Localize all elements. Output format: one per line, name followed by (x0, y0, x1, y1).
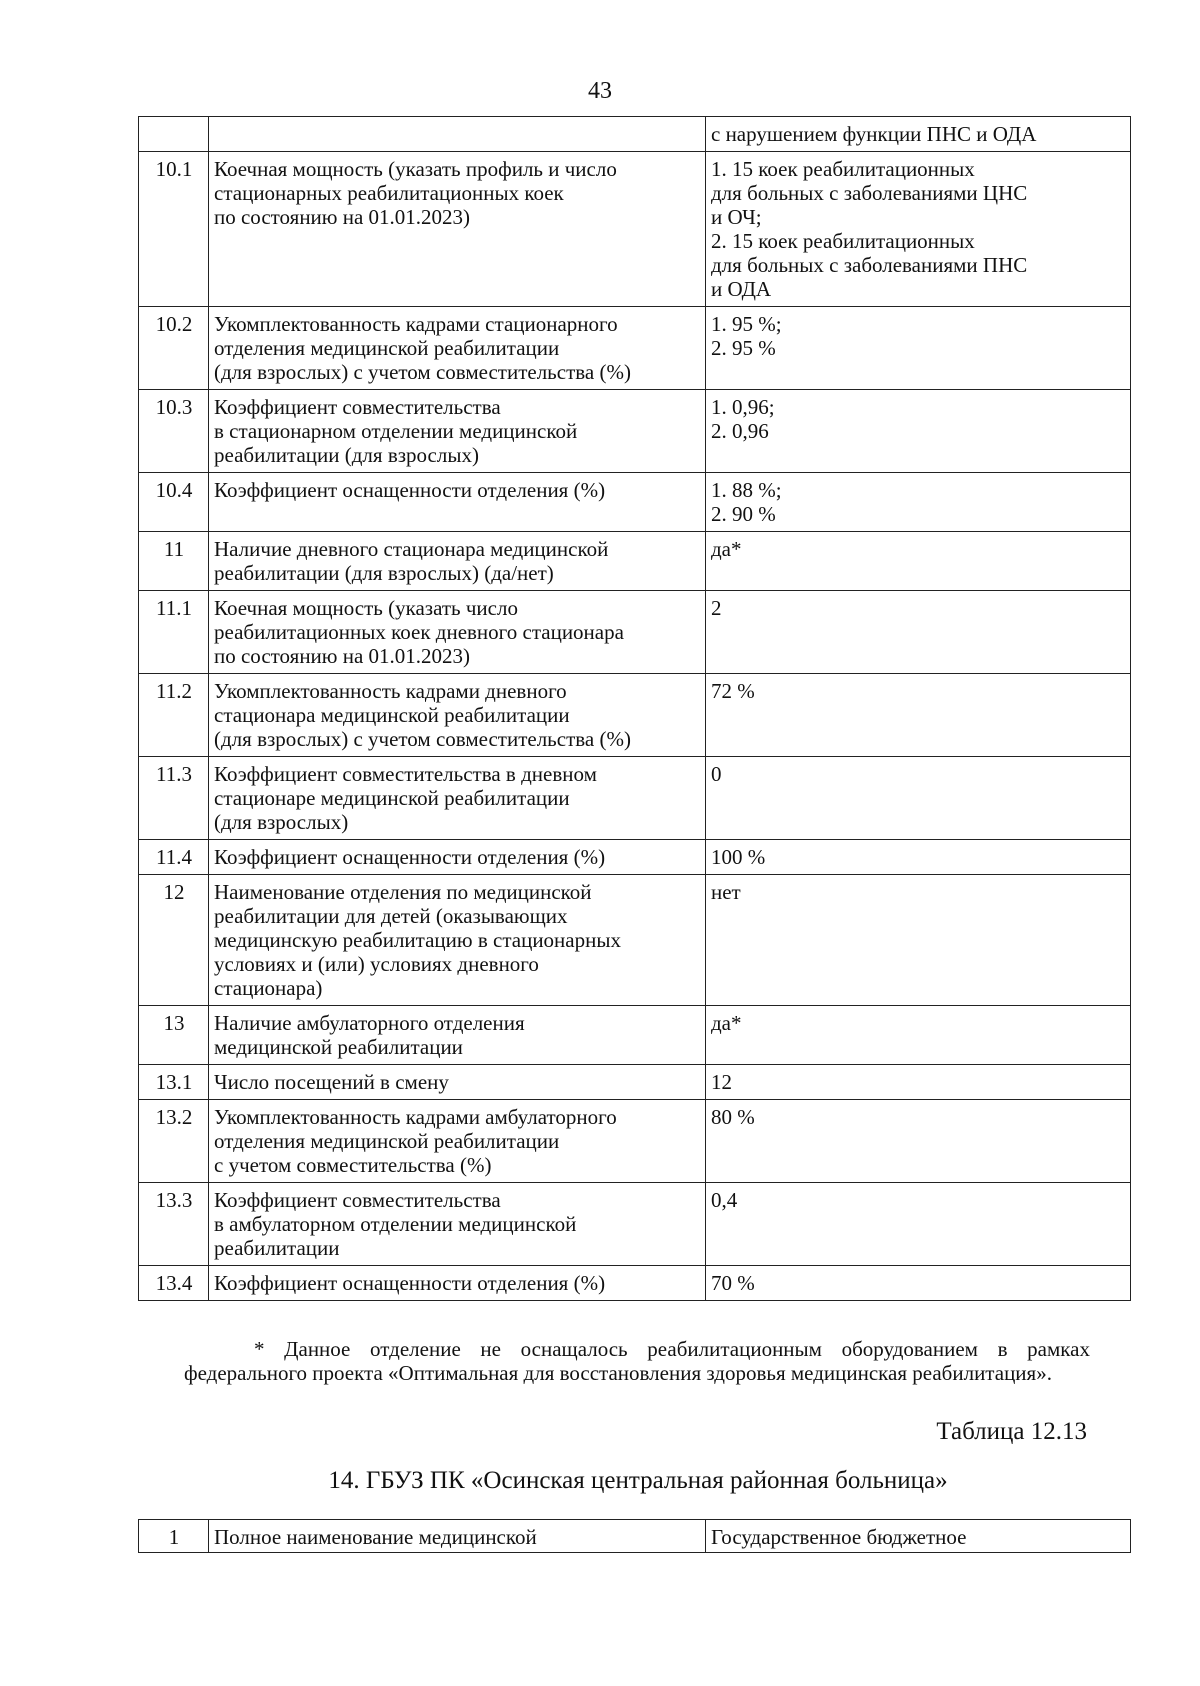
table-row (139, 1065, 1131, 1100)
row-label-line: медицинской реабилитации (214, 1035, 463, 1059)
row-number: 11.2 (139, 674, 209, 757)
row-label-line: стационара медицинской реабилитации (214, 703, 570, 727)
row-value (706, 117, 1131, 152)
row-value-line: 2 (711, 596, 722, 620)
row-value (706, 307, 1131, 390)
row-label-line: Коечная мощность (указать число (214, 596, 518, 620)
table-caption: Таблица 12.13 (936, 1418, 1087, 1445)
row-label-line: в амбулаторном отделении медицинской (214, 1212, 577, 1236)
row-value-line: 1. 88 %; (711, 478, 782, 502)
row-label-line: по состоянию на 01.01.2023) (214, 644, 471, 668)
row-value (706, 591, 1131, 674)
page-number: 43 (588, 78, 612, 104)
row-label-line: медицинскую реабилитацию в стационарных (214, 928, 621, 952)
row-number: 12 (139, 875, 209, 1006)
table-row (139, 1183, 1131, 1266)
row-label (209, 840, 706, 875)
row-value-line: и ОЧ; (711, 205, 762, 229)
row-value-line: нет (711, 880, 741, 904)
row-label (209, 674, 706, 757)
row-number (139, 117, 209, 152)
row-label-line: (для взрослых) с учетом совместительства (%) (214, 360, 631, 384)
row-number: 13.2 (139, 1100, 209, 1183)
table-row (139, 591, 1131, 674)
row-value-line: 0,4 (711, 1188, 738, 1212)
row-label (209, 1100, 706, 1183)
row-value-line: 2. 95 % (711, 336, 776, 360)
row-label-line: Коэффициент оснащенности отделения (%) (214, 1271, 606, 1295)
table-row (139, 1006, 1131, 1065)
row-label-line: Коэффициент оснащенности отделения (%) (214, 845, 606, 869)
row-label (209, 390, 706, 473)
row-label (209, 117, 706, 152)
row-label-line: реабилитации для детей (оказывающих (214, 904, 568, 928)
row-label (209, 307, 706, 390)
row-number: 10.4 (139, 473, 209, 532)
row-label-line: реабилитации (для взрослых) (да/нет) (214, 561, 554, 585)
row-value (706, 1065, 1131, 1100)
table-row (139, 390, 1131, 473)
row-value (706, 532, 1131, 591)
row-value-line: 1. 95 %; (711, 312, 782, 336)
row-value-line: 100 % (711, 845, 766, 869)
row-number: 13.1 (139, 1065, 209, 1100)
row-value (706, 757, 1131, 840)
row-number: 10.1 (139, 152, 209, 307)
row-number: 11.4 (139, 840, 209, 875)
row-label-line: условиях и (или) условиях дневного (214, 952, 539, 976)
row-number: 11 (139, 532, 209, 591)
row-label-line: стационарных реабилитационных коек (214, 181, 564, 205)
table-row (139, 1266, 1131, 1301)
row-label-line: Наличие дневного стационара медицинской (214, 537, 609, 561)
table-row (139, 875, 1131, 1006)
row-number: 10.3 (139, 390, 209, 473)
row-value (706, 840, 1131, 875)
row-value-line: 72 % (711, 679, 755, 703)
row-value-line: 2. 0,96 (711, 419, 769, 443)
rehab-data-table (138, 116, 1131, 1301)
row-value (706, 390, 1131, 473)
row-value: Государственное бюджетное (706, 1520, 1131, 1553)
row-value-line: 2. 90 % (711, 502, 776, 526)
row-label-line: Коэффициент совместительства в дневном (214, 762, 597, 786)
row-label-line: отделения медицинской реабилитации (214, 1129, 560, 1153)
table-row (139, 532, 1131, 591)
row-label-line: по состоянию на 01.01.2023) (214, 205, 471, 229)
row-label-line: реабилитации (214, 1236, 340, 1260)
row-label-line: Наименование отделения по медицинской (214, 880, 592, 904)
row-label-line: Укомплектованность кадрами амбулаторного (214, 1105, 617, 1129)
row-value-line: и ОДА (711, 277, 772, 301)
row-label (209, 1065, 706, 1100)
row-label-line: Коэффициент совместительства (214, 1188, 501, 1212)
row-number: 13.3 (139, 1183, 209, 1266)
table-row (139, 840, 1131, 875)
section-title: 14. ГБУЗ ПК «Осинская центральная районная больница» (328, 1467, 948, 1494)
row-label (209, 473, 706, 532)
row-label-line: (для взрослых) с учетом совместительства (%) (214, 727, 631, 751)
table-row (139, 152, 1131, 307)
row-value (706, 152, 1131, 307)
table-row (139, 473, 1131, 532)
row-value-line: 70 % (711, 1271, 755, 1295)
row-value-line: 2. 15 коек реабилитационных (711, 229, 975, 253)
row-label-line: Укомплектованность кадрами дневного (214, 679, 567, 703)
table-row (139, 307, 1131, 390)
row-label (209, 532, 706, 591)
row-label-line: с учетом совместительства (%) (214, 1153, 492, 1177)
row-number: 13 (139, 1006, 209, 1065)
table-row (139, 117, 1131, 152)
row-value-line: да* (711, 537, 742, 561)
row-value-line: с нарушением функции ПНС и ОДА (711, 122, 1037, 146)
row-label-line: реабилитационных коек дневного стационара (214, 620, 624, 644)
row-number: 11.1 (139, 591, 209, 674)
row-label-line: Укомплектованность кадрами стационарного (214, 312, 618, 336)
row-label (209, 591, 706, 674)
row-label (209, 1006, 706, 1065)
row-label (209, 1183, 706, 1266)
row-label (209, 152, 706, 307)
row-value-line: да* (711, 1011, 742, 1035)
row-label-line: в стационарном отделении медицинской (214, 419, 578, 443)
table-row (139, 674, 1131, 757)
row-value (706, 1006, 1131, 1065)
row-value (706, 473, 1131, 532)
table-row (139, 757, 1131, 840)
row-value (706, 1266, 1131, 1301)
table-row (139, 1520, 1131, 1553)
row-number: 11.3 (139, 757, 209, 840)
row-label-line: стационара) (214, 976, 323, 1000)
row-label-line: реабилитации (для взрослых) (214, 443, 479, 467)
row-label-line: Коэффициент совместительства (214, 395, 501, 419)
row-value (706, 1183, 1131, 1266)
row-label-line: (для взрослых) (214, 810, 349, 834)
row-value-line: для больных с заболеваниями ПНС (711, 253, 1028, 277)
row-label-line: Наличие амбулаторного отделения (214, 1011, 525, 1035)
table-row (139, 1100, 1131, 1183)
row-number: 10.2 (139, 307, 209, 390)
row-value (706, 875, 1131, 1006)
row-label (209, 875, 706, 1006)
row-label-line: Коэффициент оснащенности отделения (%) (214, 478, 606, 502)
row-label (209, 1266, 706, 1301)
row-value-line: 0 (711, 762, 722, 786)
row-value (706, 674, 1131, 757)
rehab-table-body (139, 117, 1131, 1301)
row-label-line: Число посещений в смену (214, 1070, 449, 1094)
row-value (706, 1100, 1131, 1183)
row-value-line: 12 (711, 1070, 732, 1094)
next-table (138, 1519, 1131, 1553)
row-label-line: стационаре медицинской реабилитации (214, 786, 570, 810)
row-number: 1 (139, 1520, 209, 1553)
row-label-line: отделения медицинской реабилитации (214, 336, 560, 360)
row-label (209, 757, 706, 840)
row-value-line: 1. 15 коек реабилитационных (711, 157, 975, 181)
row-value-line: для больных с заболеваниями ЦНС (711, 181, 1028, 205)
row-value-line: 1. 0,96; (711, 395, 775, 419)
row-label: Полное наименование медицинской (209, 1520, 706, 1553)
row-value-line: 80 % (711, 1105, 755, 1129)
row-label-line: Коечная мощность (указать профиль и число (214, 157, 617, 181)
row-number: 13.4 (139, 1266, 209, 1301)
footnote: * Данное отделение не оснащалось реабилитационным оборудованием в рамках федерального проекта «Оптимальная для восстановления здоровья медицинская реабилитация». (184, 1337, 1090, 1385)
